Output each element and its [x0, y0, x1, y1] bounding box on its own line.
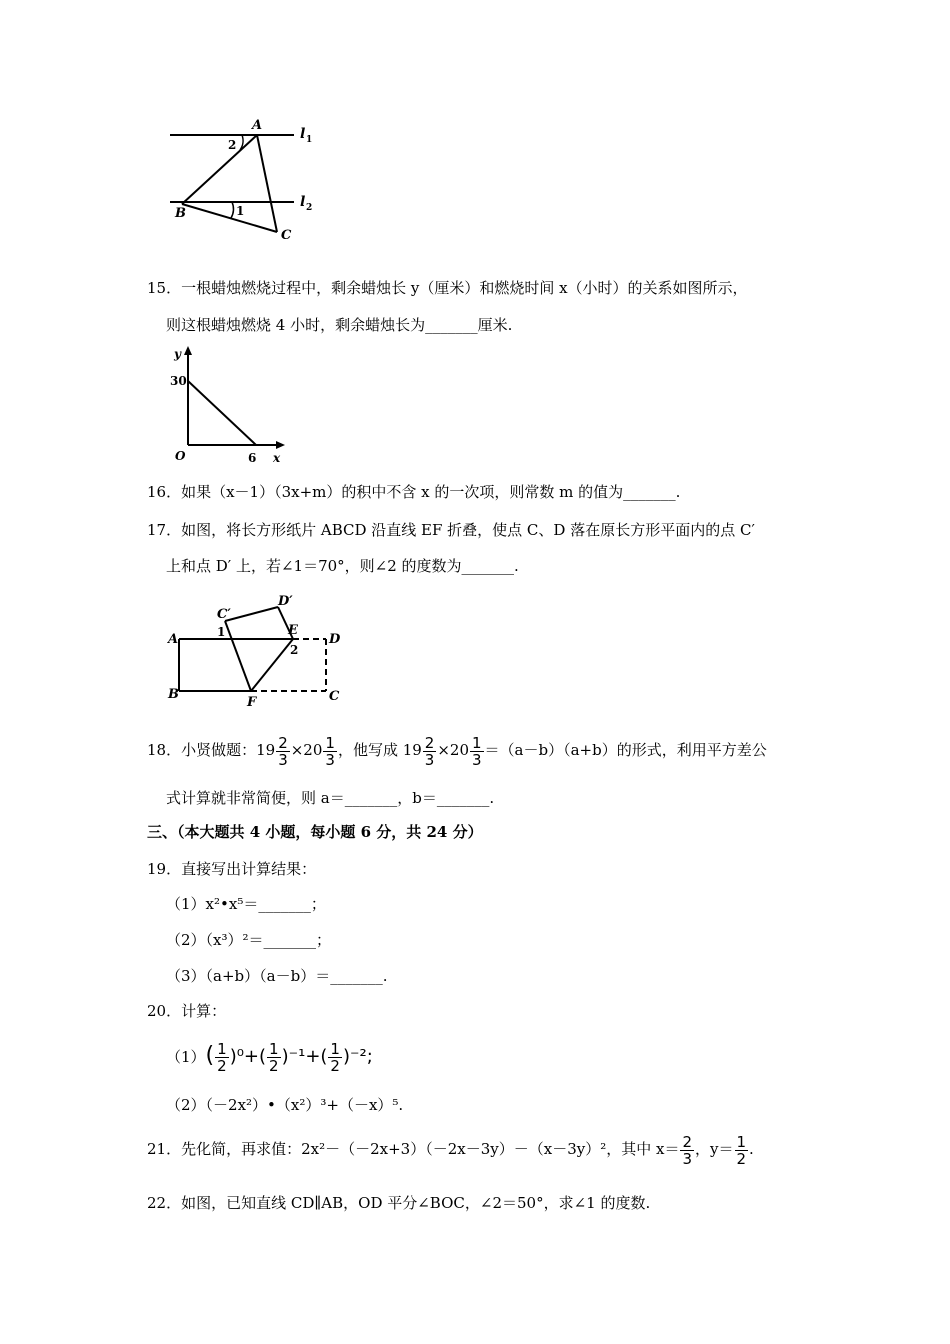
label-d: D	[329, 632, 341, 647]
question-22: 22．如图，已知直线 CD∥AB，OD 平分∠BOC，∠2＝50°，求∠1 的度数.	[147, 1194, 651, 1212]
numerator: 1	[325, 733, 335, 752]
q18-mid-2: ，他写成 19	[337, 741, 422, 759]
label-c-prime: C′	[217, 607, 231, 622]
question-20-title: 20．计算：	[147, 1002, 227, 1020]
paren: (	[205, 1043, 215, 1068]
fraction-1-3	[470, 735, 484, 768]
question-17-line-1: 17．如图，将长方形纸片 ABCD 沿直线 EF 折叠，使点 C、D 落在原长方形平面内的点 C′	[147, 521, 755, 539]
label-b: B	[168, 687, 179, 702]
label-b: B	[175, 206, 186, 221]
label-e: E	[288, 623, 298, 638]
question-18-line-1	[147, 732, 767, 768]
q21-prefix: 21．先化简，再求值：2x²－（－2x+3）（－2x－3y）－（x－3y）²，其中 x＝	[147, 1140, 680, 1158]
q18-mid-1: ×20	[290, 741, 323, 759]
angle-1-arc	[231, 202, 233, 218]
denominator: 3	[472, 750, 482, 769]
label-c: C	[281, 228, 292, 243]
question-19-part-3: （3）（a+b）（a－b）＝_______.	[166, 967, 388, 985]
question-21	[147, 1131, 754, 1167]
segment-c-prime-d-prime	[225, 607, 278, 621]
label-angle-1: 1	[217, 625, 226, 639]
label-x: x	[273, 451, 281, 465]
denominator: 3	[682, 1149, 693, 1168]
numerator: 2	[682, 1132, 693, 1151]
label-origin: O	[175, 449, 186, 463]
question-16: 16．如果（x－1）（3x+m）的积中不含 x 的一次项，则常数 m 的值为_______.	[147, 483, 681, 501]
q20-label: （1）	[166, 1048, 206, 1066]
segment-ab	[182, 135, 257, 204]
denominator: 3	[278, 750, 288, 769]
fraction-1-2	[735, 1134, 749, 1167]
numerator: 2	[278, 733, 288, 752]
denominator: 2	[217, 1057, 227, 1075]
segment-ac	[257, 135, 277, 232]
question-15-line-1: 15．一根蜡烛燃烧过程中，剩余蜡烛长 y（厘米）和燃烧时间 x（小时）的关系如图所示，	[147, 279, 748, 297]
numerator: 1	[269, 1040, 279, 1058]
numerator: 1	[330, 1040, 340, 1058]
q20-term-1: )⁰+(	[229, 1046, 267, 1067]
denominator: 3	[424, 750, 435, 769]
segment-fc-prime	[225, 621, 251, 691]
denominator: 3	[325, 750, 335, 769]
label-l1: l	[300, 126, 306, 142]
question-15-line-2: 则这根蜡烛燃烧 4 小时，剩余蜡烛长为_______厘米.	[166, 316, 513, 334]
question-19-title: 19．直接写出计算结果：	[147, 860, 317, 878]
question-20-part-2: （2）（－2x²）•（x²）³+（－x）⁵.	[166, 1096, 404, 1114]
question-20-part-1	[166, 1038, 373, 1075]
label-x-tick-6: 6	[248, 451, 257, 465]
label-l2: l	[300, 194, 306, 210]
fraction-2-3	[680, 1134, 694, 1167]
fraction-1-2	[215, 1041, 229, 1074]
label-c: C	[329, 689, 340, 704]
figure-candle-graph	[168, 343, 293, 468]
q18-suffix: ＝（a－b）（a+b）的形式，利用平方差公	[484, 741, 767, 759]
x-axis-arrow	[276, 441, 285, 449]
fraction-1-2	[267, 1041, 281, 1074]
label-y-tick-30: 30	[170, 374, 187, 388]
q18-mid-3: ×20	[437, 741, 469, 759]
label-y: y	[174, 347, 181, 361]
section-3-title: 三、（本大题共 4 小题，每小题 6 分，共 24 分）	[147, 823, 483, 841]
label-l2-sub: 2	[306, 203, 313, 213]
denominator: 2	[269, 1057, 279, 1075]
label-angle-2: 2	[228, 138, 237, 152]
q21-mid: ，y＝	[695, 1140, 734, 1158]
figure-folded-rectangle	[163, 588, 353, 710]
y-axis-arrow	[184, 346, 192, 355]
question-19-part-1: （1）x²•x⁵＝_______；	[166, 895, 326, 913]
numerator: 1	[472, 733, 482, 752]
figure-parallel-lines-triangle	[160, 112, 330, 244]
fraction-1-3	[323, 735, 337, 768]
graph-line	[188, 381, 256, 445]
fraction-2-3	[423, 735, 437, 768]
label-l1-sub: 1	[306, 135, 313, 145]
fraction-1-2	[328, 1041, 342, 1074]
denominator: 2	[736, 1149, 747, 1168]
question-18-line-2: 式计算就非常简便，则 a＝_______，b＝_______.	[166, 789, 495, 807]
q20-term-2: )⁻¹+(	[281, 1046, 328, 1067]
segment-bc	[182, 204, 277, 232]
numerator: 1	[217, 1040, 227, 1058]
denominator: 2	[330, 1057, 340, 1075]
label-a: A	[252, 118, 263, 133]
question-17-line-2: 上和点 D′ 上，若∠1＝70°，则∠2 的度数为_______.	[166, 557, 519, 575]
q21-suffix: .	[749, 1140, 754, 1158]
label-d-prime: D′	[278, 594, 293, 609]
numerator: 1	[736, 1132, 747, 1151]
fraction-2-3	[276, 735, 290, 768]
question-19-part-2: （2）（x³）²＝_______；	[166, 931, 332, 949]
label-a: A	[168, 632, 179, 647]
label-angle-1: 1	[236, 204, 245, 218]
fold-ef	[251, 639, 293, 691]
label-f: F	[247, 695, 257, 710]
numerator: 2	[424, 733, 435, 752]
label-angle-2: 2	[290, 643, 299, 657]
q20-term-3: )⁻²;	[342, 1046, 373, 1067]
q18-prefix: 18．小贤做题：19	[147, 741, 276, 759]
